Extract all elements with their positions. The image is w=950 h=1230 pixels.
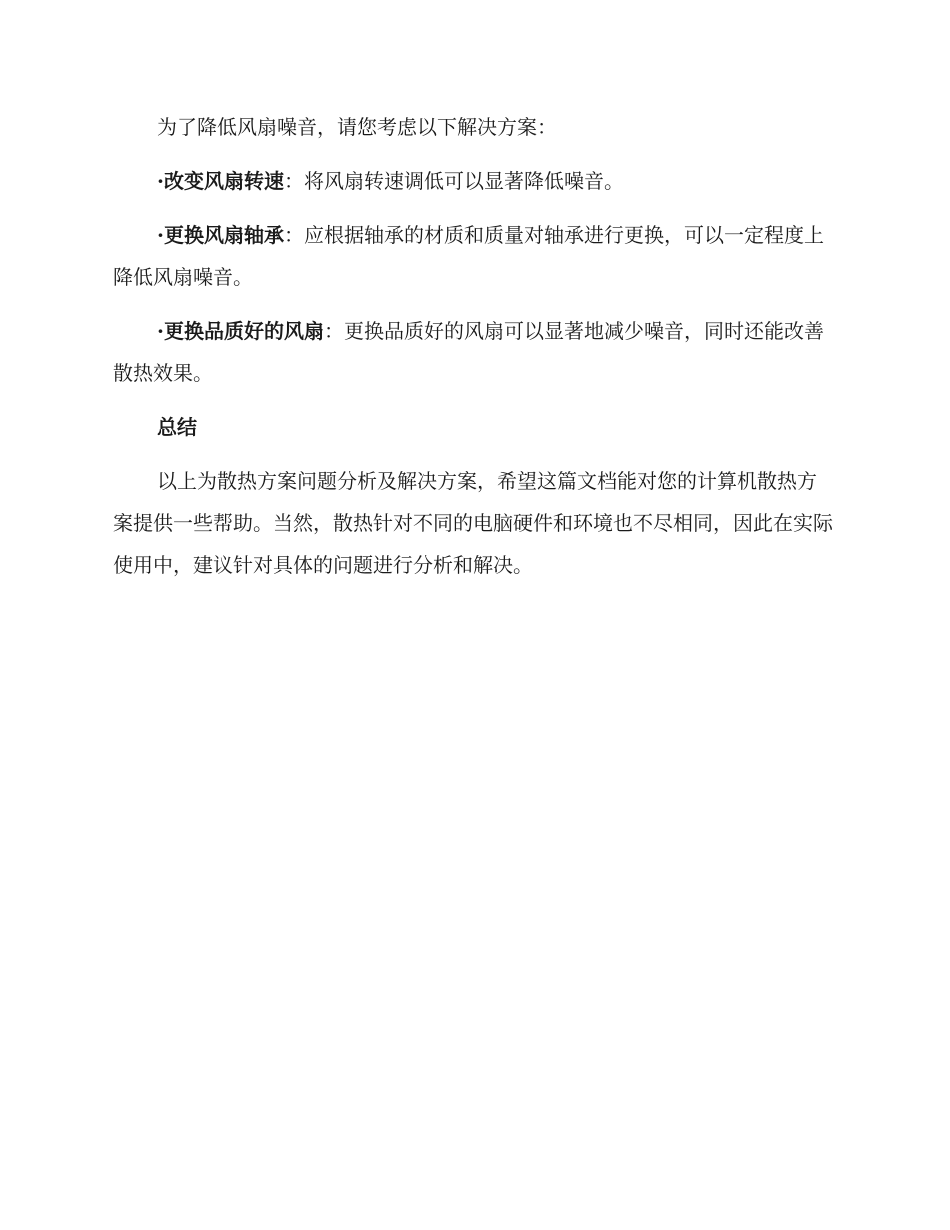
bullet-marker: ·	[157, 319, 164, 343]
document-page	[113, 106, 835, 598]
bullet-item-fan-speed	[113, 160, 835, 202]
bullet-marker: ·	[157, 169, 164, 193]
summary-heading: 总结	[157, 415, 197, 439]
bullet-item-fan-bearing	[113, 214, 835, 298]
bullet-term: 改变风扇转速	[163, 169, 284, 193]
bullet-separator: ：	[323, 319, 344, 343]
bullet-separator: ：	[283, 223, 304, 247]
bullet-separator: ：	[283, 169, 304, 193]
intro-paragraph: 为了降低风扇噪音，请您考虑以下解决方案：	[157, 115, 557, 139]
bullet-item-better-fan	[113, 310, 835, 394]
bullet-text: 应根据轴承的材质和质量对轴承进行更换，可以一定程度上降低风扇噪音。	[113, 223, 824, 289]
bullet-term: 更换风扇轴承	[163, 223, 284, 247]
bullet-text: 将风扇转速调低可以显著降低噪音。	[303, 169, 624, 193]
bullet-marker: ·	[157, 223, 164, 247]
summary-paragraph: 以上为散热方案问题分析及解决方案，希望这篇文档能对您的计算机散热方案提供一些帮助。当然，散热针对不同的电脑硬件和环境也不尽相同，因此在实际使用中，建议针对具体的问题进行分析和解决。	[113, 469, 833, 577]
bullet-text: 更换品质好的风扇可以显著地减少噪音，同时还能改善散热效果。	[113, 319, 824, 385]
bullet-term: 更换品质好的风扇	[163, 319, 324, 343]
